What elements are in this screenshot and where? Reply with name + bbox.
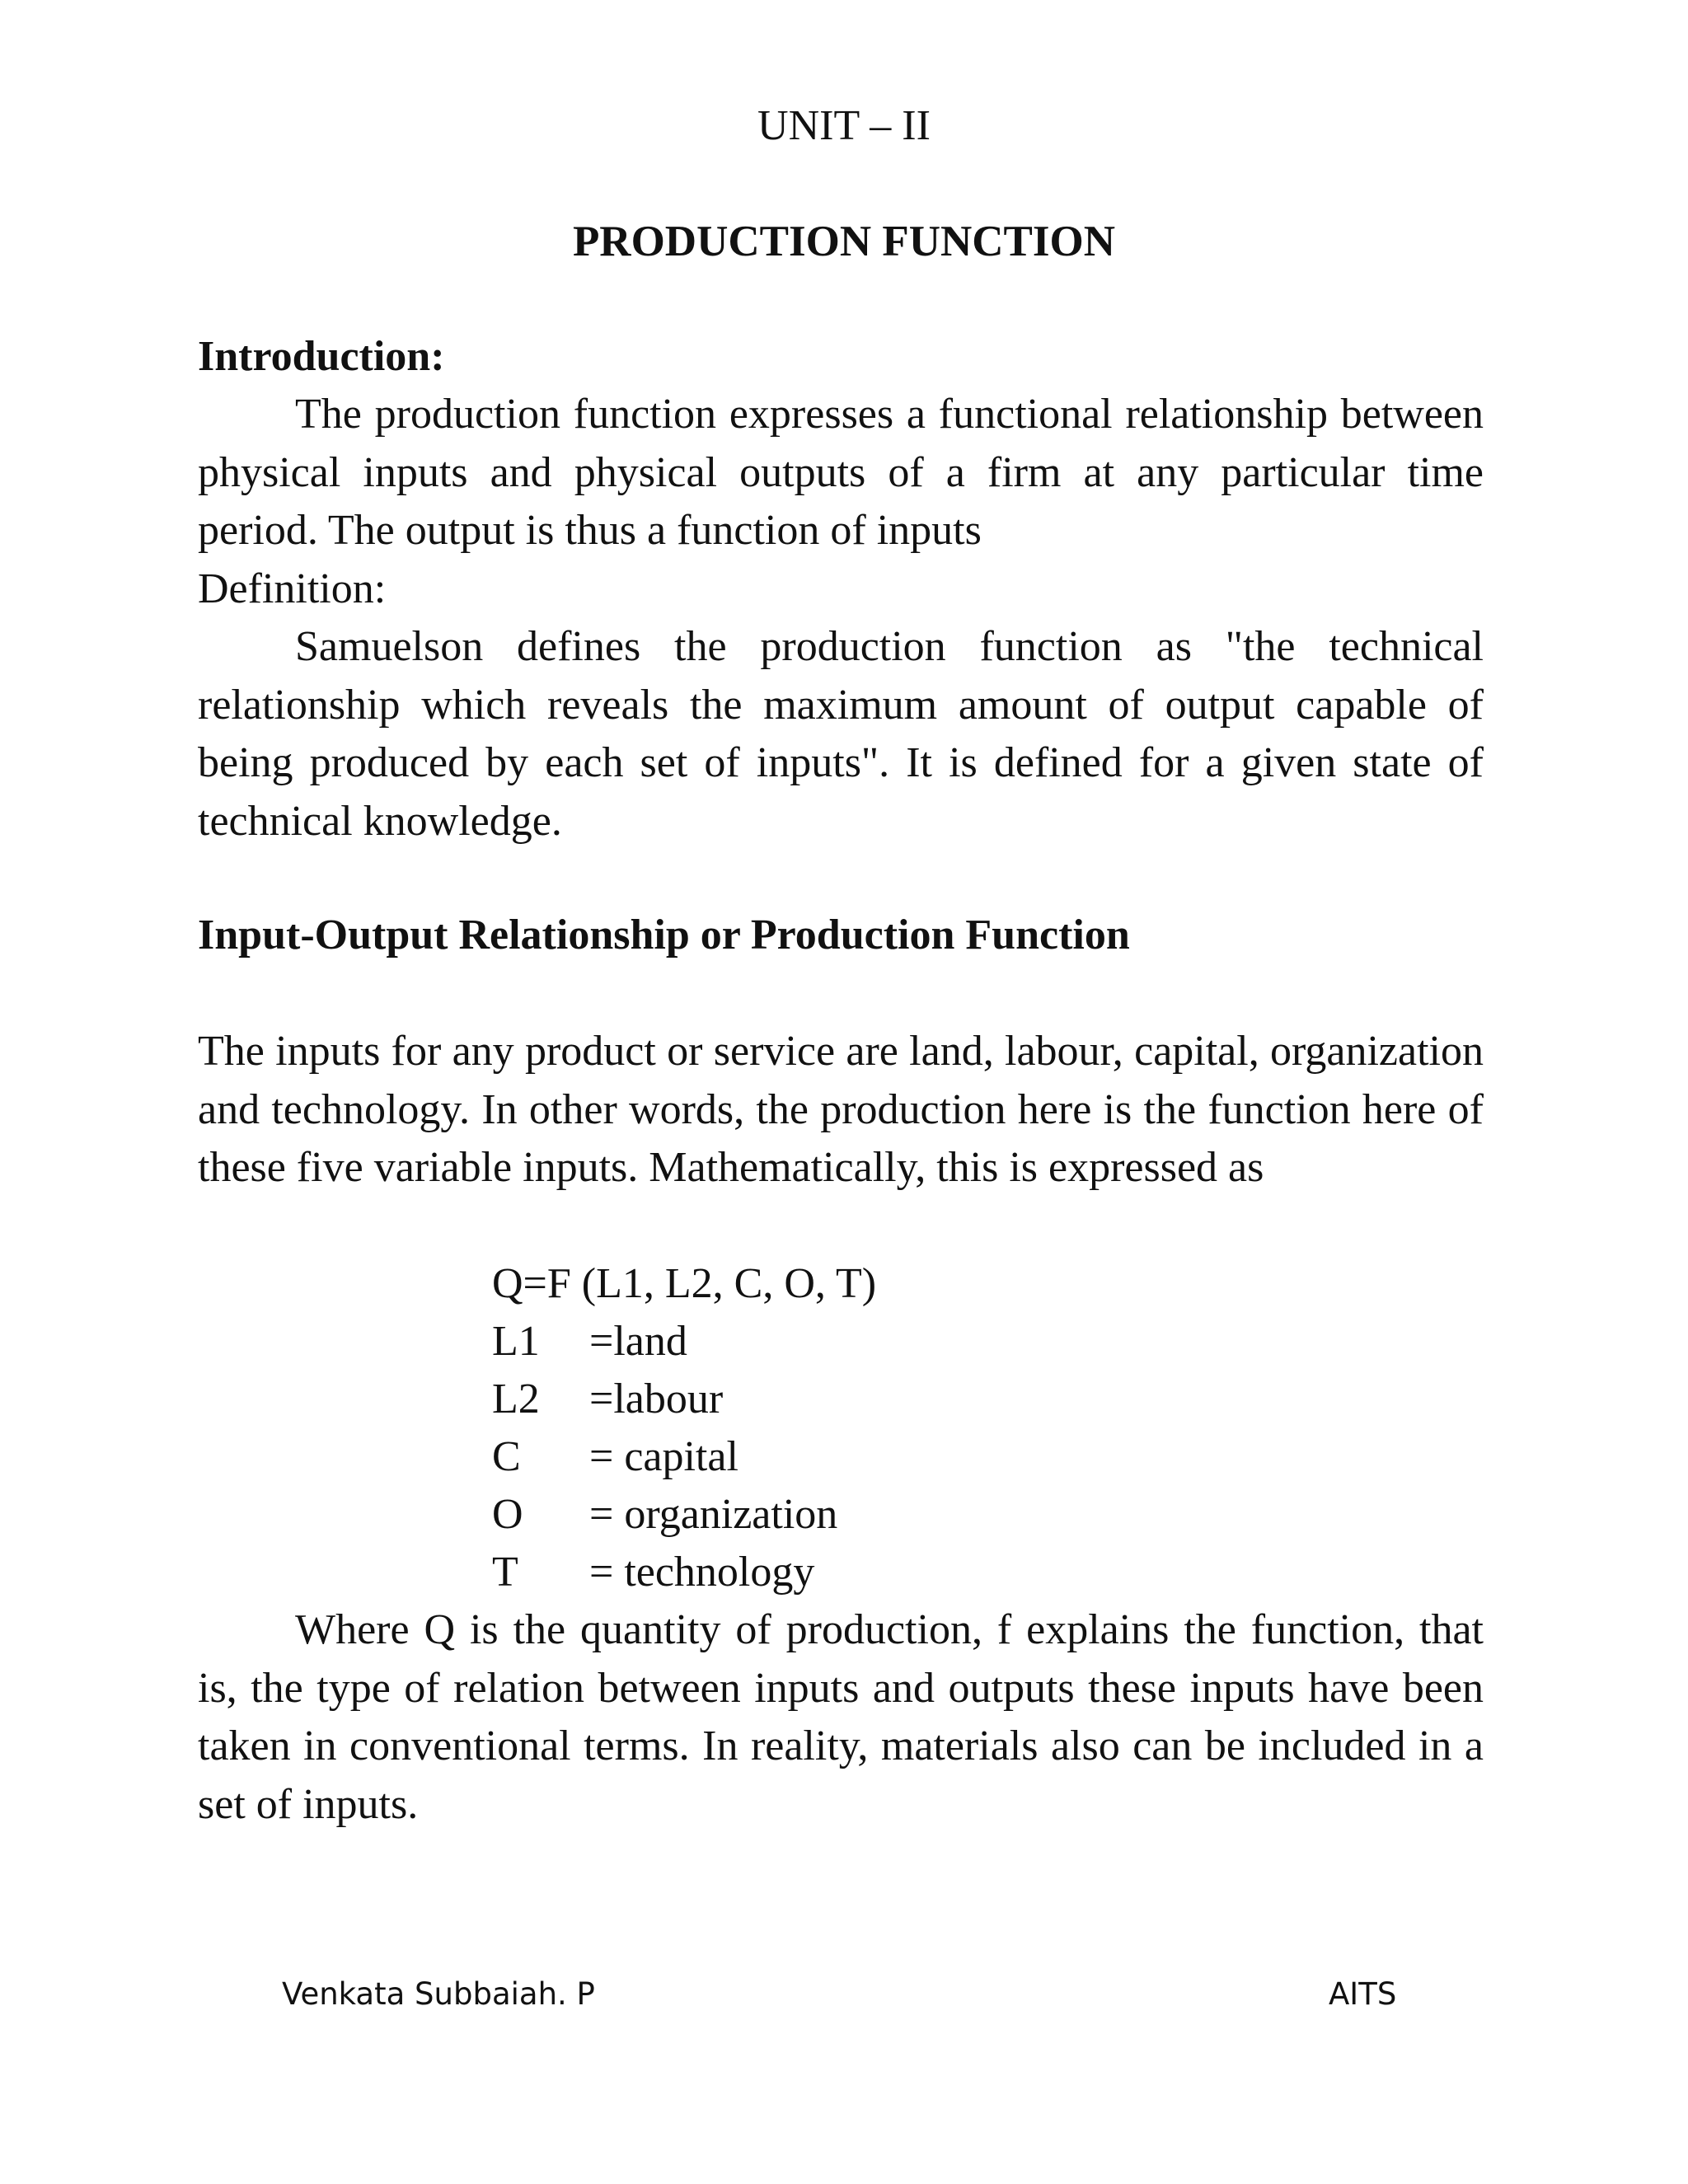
variable-meaning: =labour: [589, 1376, 724, 1422]
variable-row: [492, 1428, 738, 1486]
unit-label: UNIT – II: [757, 102, 931, 149]
variable-symbol: O: [492, 1491, 523, 1538]
intro-heading: Introduction:: [198, 333, 445, 380]
intro-paragraph: The production function expresses a functional relationship between physical inputs and physical outputs of a firm at any particular time period. The output is thus a function of inputs: [198, 391, 1484, 554]
definition-label: Definition:: [198, 565, 387, 612]
variable-symbol: L1: [492, 1318, 540, 1365]
variable-symbol: C: [492, 1433, 521, 1480]
variable-meaning: = capital: [589, 1433, 738, 1480]
footer-institution: AITS: [1329, 1976, 1397, 2012]
definition-paragraph: Samuelson defines the production function as "the technical relationship which reveals the maximum amount of output capable of being produced by each set of inputs". It is defined for a given state of technical knowledge.: [198, 623, 1484, 845]
variable-row: [492, 1486, 837, 1544]
section-heading: Input-Output Relationship or Production Function: [198, 912, 1130, 958]
variable-meaning: = technology: [589, 1549, 815, 1596]
variable-symbol: L2: [492, 1376, 540, 1422]
variable-row: [492, 1313, 687, 1371]
closing-paragraph: Where Q is the quantity of production, f explains the function, that is, the type of relation between inputs and outputs these inputs have been taken in conventional terms. In reality, materials also can be included in a set of inputs.: [198, 1606, 1484, 1828]
page-title: PRODUCTION FUNCTION: [572, 218, 1116, 265]
variable-row: [492, 1544, 814, 1601]
production-equation: Q=F (L1, L2, C, O, T): [492, 1260, 877, 1307]
variable-row: [492, 1371, 723, 1428]
footer-author: Venkata Subbaiah. P: [282, 1976, 595, 2012]
variable-meaning: =land: [589, 1318, 687, 1365]
variable-symbol: T: [492, 1549, 518, 1596]
inputs-paragraph: The inputs for any product or service are land, labour, capital, organization and technology. In other words, the production here is the function here of these five variable inputs. Mathematically, this is expressed as: [198, 1028, 1484, 1191]
variable-meaning: = organization: [589, 1491, 838, 1538]
